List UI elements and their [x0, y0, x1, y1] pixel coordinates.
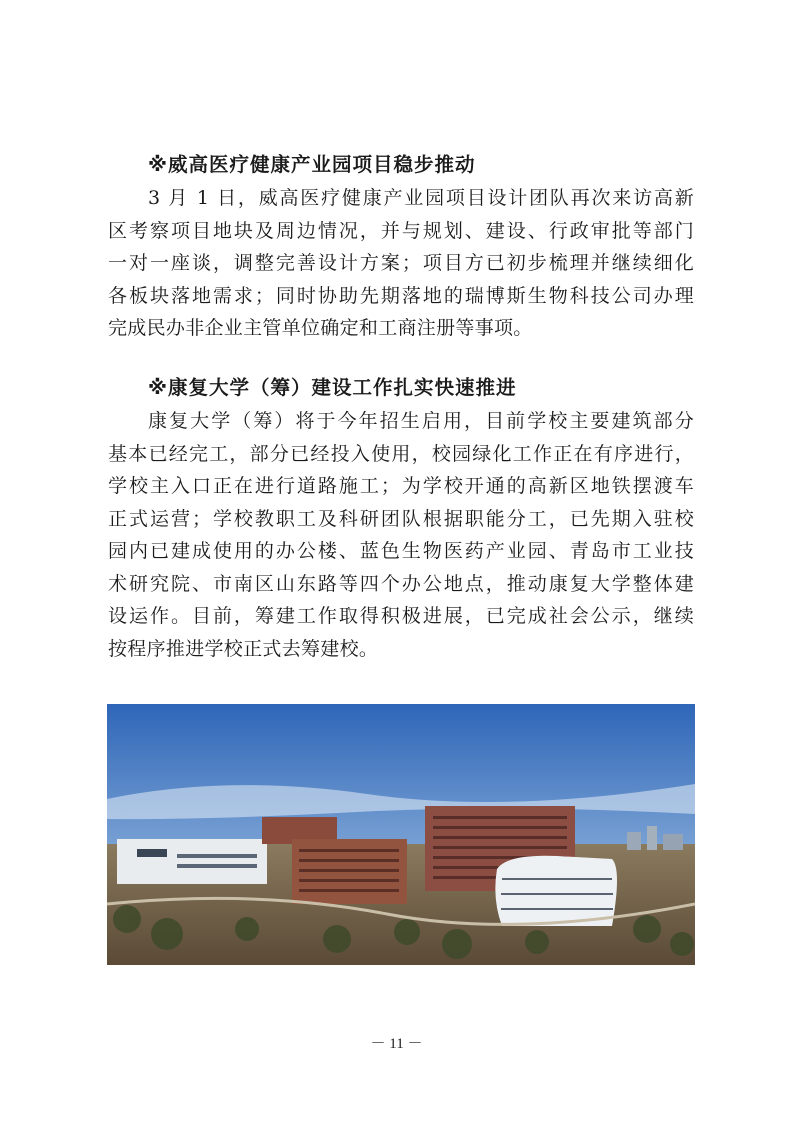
paragraph-line: 各板块落地需求；同时协助先期落地的瑞博斯生物科技公司办理 [108, 284, 694, 307]
modern-white-building [495, 856, 617, 926]
paragraph-line: 康复大学（筹）将于今年招生启用，目前学校主要建筑部分 [148, 410, 694, 432]
campus-aerial-photo [107, 704, 695, 965]
paragraph-line: 一对一座谈，调整完善设计方案；项目方已初步梳理并继续细化 [108, 252, 694, 274]
paragraph-line: 学校主入口正在进行道路施工；为学校开通的高新区地铁摆渡车 [108, 475, 694, 497]
paragraph-kangfu [108, 405, 694, 665]
paragraph-line: 区考察项目地块及周边情况，并与规划、建设、行政审批等部门 [108, 219, 694, 242]
paragraph-line: 园内已建成使用的办公楼、蓝色生物医药产业园、青岛市工业技 [108, 540, 694, 562]
paragraph-line: 按程序推进学校正式去筹建校。 [108, 637, 379, 660]
section-heading-kangfu: ※康复大学（筹）建设工作扎实快速推进 [148, 376, 517, 399]
paragraph-line: 3 月 1 日，威高医疗健康产业园项目设计团队再次来访高新 [148, 187, 694, 209]
paragraph-line: 术研究院、市南区山东路等四个办公地点，推动康复大学整体建 [108, 572, 694, 595]
paragraph-line: 设运作。目前，筹建工作取得积极进展，已完成社会公示，继续 [108, 605, 694, 627]
paragraph-weigao [108, 182, 694, 345]
paragraph-line: 正式运营；学校教职工及科研团队根据职能分工，已先期入驻校 [108, 507, 694, 530]
section-heading-weigao: ※威高医疗健康产业园项目稳步推动 [148, 153, 476, 176]
paragraph-line: 基本已经完工，部分已经投入使用，校园绿化工作正在有序进行， [108, 442, 694, 465]
white-building-left [117, 839, 267, 884]
paragraph-line: 完成民办非企业主管单位确定和工商注册等事项。 [108, 317, 533, 339]
page-number: － 11 － [370, 1036, 423, 1052]
